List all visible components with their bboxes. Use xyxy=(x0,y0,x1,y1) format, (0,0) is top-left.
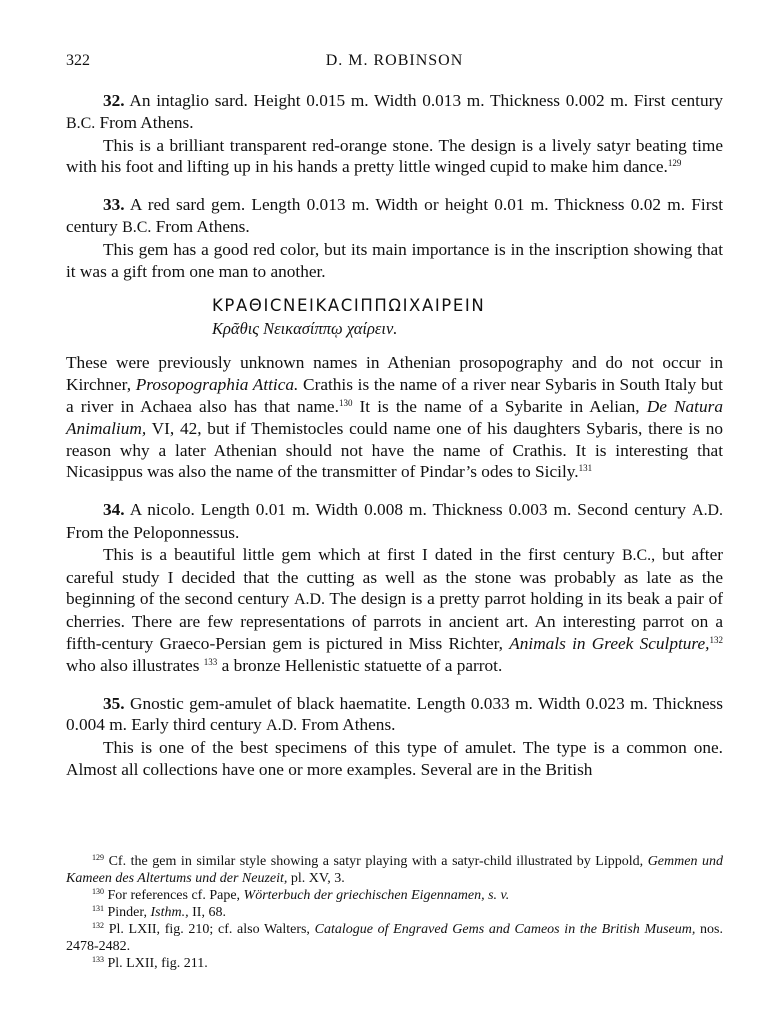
era-abbrev: B.C., xyxy=(621,546,656,564)
footnote-title: Catalogue of Engraved Gems and Cameos in the British Museum, xyxy=(314,922,696,937)
work-title: Prosopographia Attica. xyxy=(135,375,299,395)
era-abbrev: B.C. xyxy=(122,218,152,236)
entry-33-measurements: A red sard gem. Length 0.013 m. Width or height 0.01 m. Thickness 0.02 m. First century xyxy=(66,195,723,236)
entry-35-description: This is one of the best specimens of this type of amulet. The type is a common one. Almost all collections have one or more examples. Several are in the British xyxy=(66,738,723,779)
footnote-ref: 131 xyxy=(578,463,593,474)
entry-35-heading xyxy=(66,693,723,738)
footnote-number: 133 xyxy=(92,955,104,964)
footnote-ref: 132 xyxy=(709,634,723,645)
entry-33-discussion xyxy=(66,352,723,483)
main-text xyxy=(66,90,723,781)
footnote-129 xyxy=(66,853,723,887)
entry-33-provenance: From Athens. xyxy=(151,216,250,236)
entry-35-measurements: Gnostic gem-amulet of black haematite. Length 0.033 m. Width 0.023 m. Thickness 0.004 m. Early third century xyxy=(66,693,723,735)
page-header xyxy=(66,52,723,72)
running-head: D. M. ROBINSON xyxy=(325,52,464,69)
era-abbrev: A.D. xyxy=(266,717,298,735)
footnote-text: For references cf. Pape, xyxy=(107,888,244,903)
entry-number: 33. xyxy=(103,195,125,215)
inscription-transcription: Κρᾶθις Νεικασίππῳ χαίρειν. xyxy=(212,319,398,339)
entry-33-heading xyxy=(66,194,723,239)
inscription-capitals: ΚΡΑΘΙCΝΕΙΚΑCΙΠΠΩΙΧΑΙΡΕΙΝ xyxy=(212,296,486,316)
work-title: De Natura Animalium, xyxy=(66,396,723,438)
entry-number: 32. xyxy=(103,91,125,110)
description-text: The design is a pretty parrot holding in its beak a pair of cherries. There are few representations of parrots in ancient art. An interesting parrot on a fifth-century Graeco-Persian gem is pictured in Miss Richter, xyxy=(66,589,723,653)
description-text: but after careful study I decided that the cutting as well as the stone was probably as late as the beginning of the second century xyxy=(66,544,723,609)
page-number: 322 xyxy=(66,52,90,69)
era-abbrev: B.C. xyxy=(66,114,96,132)
entry-34-description xyxy=(66,544,723,677)
entry-34-heading xyxy=(66,499,723,544)
footnote-131 xyxy=(66,904,723,921)
discussion-text: These were previously unknown names in Athenian prosopography and do not occur in Kirchner, xyxy=(66,353,723,395)
entry-32-description xyxy=(66,135,723,179)
footnote-132 xyxy=(66,921,723,955)
entry-35 xyxy=(66,693,723,781)
footnote-130 xyxy=(66,887,723,904)
entry-33 xyxy=(66,194,723,483)
description-text: This is a beautiful little gem which at first I dated in the first century xyxy=(103,544,622,564)
description-text: a bronze Hellenistic statuette of a parrot. xyxy=(217,655,503,675)
entry-32 xyxy=(66,90,723,178)
footnote-title: Wörterbuch der griechischen Eigennamen, s. v. xyxy=(243,888,510,903)
footnotes xyxy=(66,853,723,972)
entry-32-desc-text: This is a brilliant transparent red-orange stone. The design is a lively satyr beating time with his foot and lifting up in his hands a pretty little winged cupid to make him dance. xyxy=(66,135,723,177)
inscription-block xyxy=(66,294,723,340)
footnote-text: II, 68. xyxy=(188,905,226,920)
entry-34 xyxy=(66,499,723,676)
footnote-title: Gemmen und Kameen des Altertums und der Neuzeit, xyxy=(66,854,723,886)
footnote-text: pl. XV, 3. xyxy=(287,871,345,886)
footnote-number: 131 xyxy=(92,904,104,913)
footnote-title: Isthm., xyxy=(150,905,189,920)
era-abbrev: A.D. xyxy=(692,502,724,520)
entry-35-provenance: From Athens. xyxy=(297,715,396,735)
entry-34-provenance: From the Peloponnessus. xyxy=(66,522,240,542)
footnote-text: Pl. LXII, fig. 211. xyxy=(107,956,208,971)
discussion-text: It is the name of a Sybarite in Aelian, xyxy=(352,396,647,416)
entry-34-measurements: A nicolo. Length 0.01 m. Width 0.008 m. Thickness 0.003 m. Second century xyxy=(129,500,693,520)
discussion-text: VI, 42, but if Themistocles could name one of his daughters Sybaris, there is no reason why a later Athenian should not have the name of Crathis. It is interesting that Nicasippus was also the name of the transmitter of Pindar’s odes to Sicily. xyxy=(66,418,723,482)
entry-32-measurements: An intaglio sard. Height 0.015 m. Width 0.013 m. Thickness 0.002 m. First century xyxy=(129,91,724,110)
description-text: who also illustrates xyxy=(66,655,204,675)
entry-32-provenance: From Athens. xyxy=(95,112,194,132)
footnote-text: Pinder, xyxy=(107,905,151,920)
entry-number: 34. xyxy=(103,500,125,520)
footnote-133 xyxy=(66,955,723,972)
footnote-text: Cf. the gem in similar style showing a satyr playing with a satyr-child illustrated by Lippold, xyxy=(108,854,648,869)
footnote-ref: 130 xyxy=(338,397,353,408)
footnote-ref: 129 xyxy=(667,158,682,169)
era-abbrev: A.D. xyxy=(294,591,325,609)
work-title: Animals in Greek Sculpture, xyxy=(509,633,710,653)
footnote-number: 129 xyxy=(92,853,104,862)
footnote-number: 132 xyxy=(92,921,104,930)
entry-number: 35. xyxy=(103,693,125,713)
discussion-text: Crathis is the name of a river near Sybaris in South Italy but a river in Achaea also has that name. xyxy=(66,375,723,416)
footnote-ref: 133 xyxy=(203,656,218,667)
footnote-text: Pl. LXII, fig. 210; cf. also Walters, xyxy=(108,922,315,937)
entry-32-heading xyxy=(66,90,723,135)
footnote-number: 130 xyxy=(92,887,104,896)
entry-33-description: This gem has a good red color, but its main importance is in the inscription showing that it was a gift from one man to another. xyxy=(66,239,723,281)
footnote-text: nos. 2478-2482. xyxy=(66,922,723,954)
